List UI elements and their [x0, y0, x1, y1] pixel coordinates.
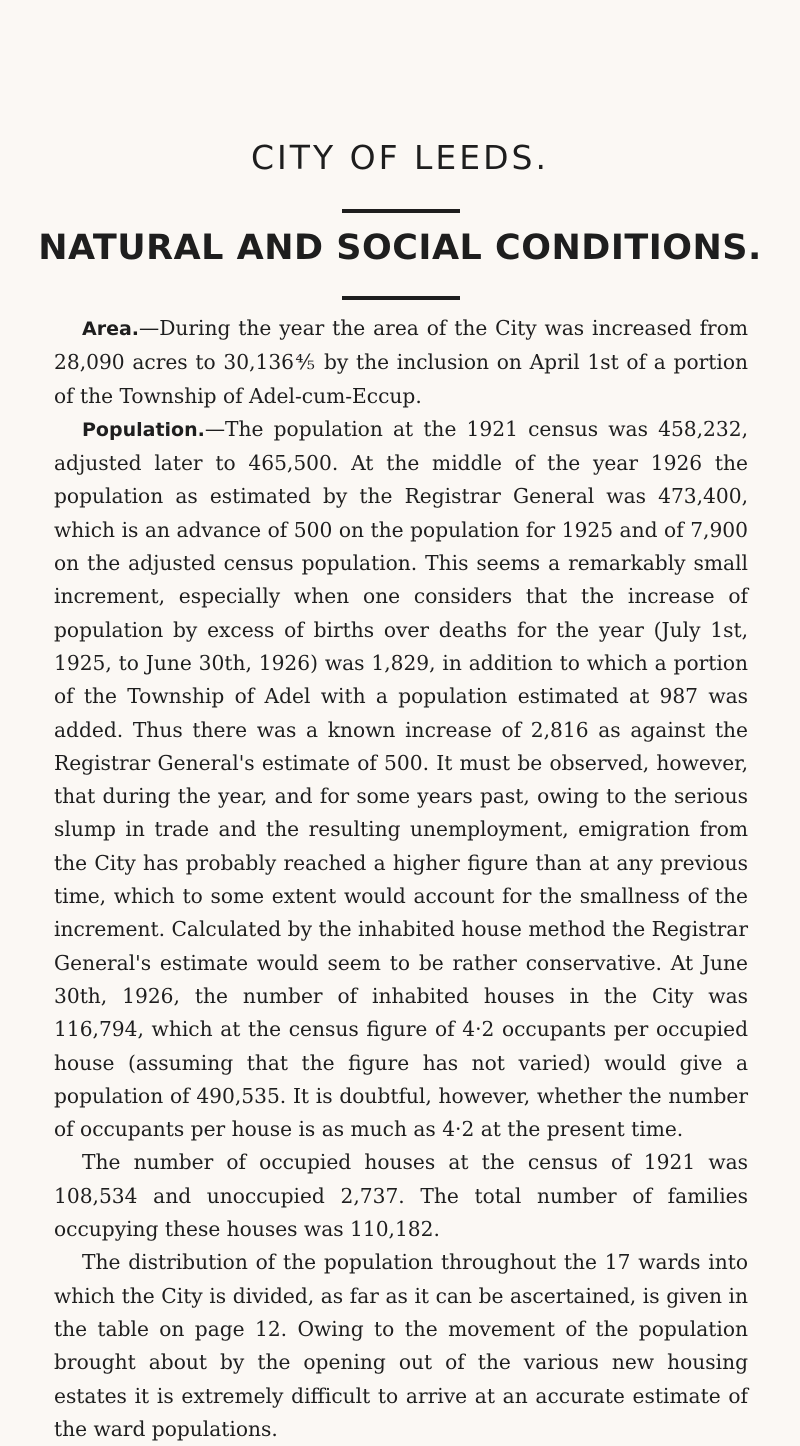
section-title: NATURAL AND SOCIAL CONDITIONS.	[38, 228, 762, 268]
city-title: CITY OF LEEDS.	[251, 138, 549, 177]
body-text	[54, 312, 748, 1446]
population-paragraph	[54, 413, 748, 1147]
area-paragraph	[54, 312, 748, 413]
population-heading: Population.	[82, 418, 205, 441]
area-text: —During the year the area of the City was increased from 28,090 acres to 30,136⅘ by the inclusion on April 1st of a portion of the Township of Adel-cum-Eccup.	[54, 316, 748, 408]
area-heading: Area.	[82, 318, 139, 340]
title-rule-bottom	[342, 296, 460, 300]
occupied-houses-paragraph: The number of occupied houses at the census of 1921 was 108,534 and unoccupied 2,737. The total number of families occupying these houses was 110,182.	[54, 1150, 748, 1242]
distribution-paragraph: The distribution of the population throughout the 17 wards into which the City is divided, as far as it can be ascertained, is given in the table on page 12. Owing to the movement of the population brought about by the opening out of the various new housing estates it is extremely difficult to arrive at an accurate estimate of the ward populations.	[54, 1250, 748, 1441]
population-text: —The population at the 1921 census was 458,232, adjusted later to 465,500. At the middle of the year 1926 the population as estimated by the Registrar General was 473,400, which is an advance of 500 on the population for 1925 and of 7,900 on the adjusted census population. This seems a remarkably small increment, especially when one considers that the increase of population by excess of births over deaths for the year (July 1st, 1925, to June 30th, 1926) was 1,829, in addition to which a portion of the Township of Adel with a population estimated at 987 was added. Thus there was a known increase of 2,816 as against the Registrar General's estimate of 500. It must be observed, however, that during the year, and for some years past, owing to the serious slump in trade and the resulting unemployment, emigration from the City has probably reached a higher figure than at any previous time, which to some extent would account for the smallness of the increment. Calculated by the inhabited house method the Registrar General's estimate would seem to be rather conservative. At June 30th, 1926, the number of inhabited houses in the City was 116,794, which at the census figure of 4·2 occupants per occupied house (assuming that the figure has not varied) would give a population of 490,535. It is doubtful, however, whether the number of occupants per house is as much as 4·2 at the present time.	[54, 416, 748, 1142]
title-rule-top	[342, 209, 460, 213]
